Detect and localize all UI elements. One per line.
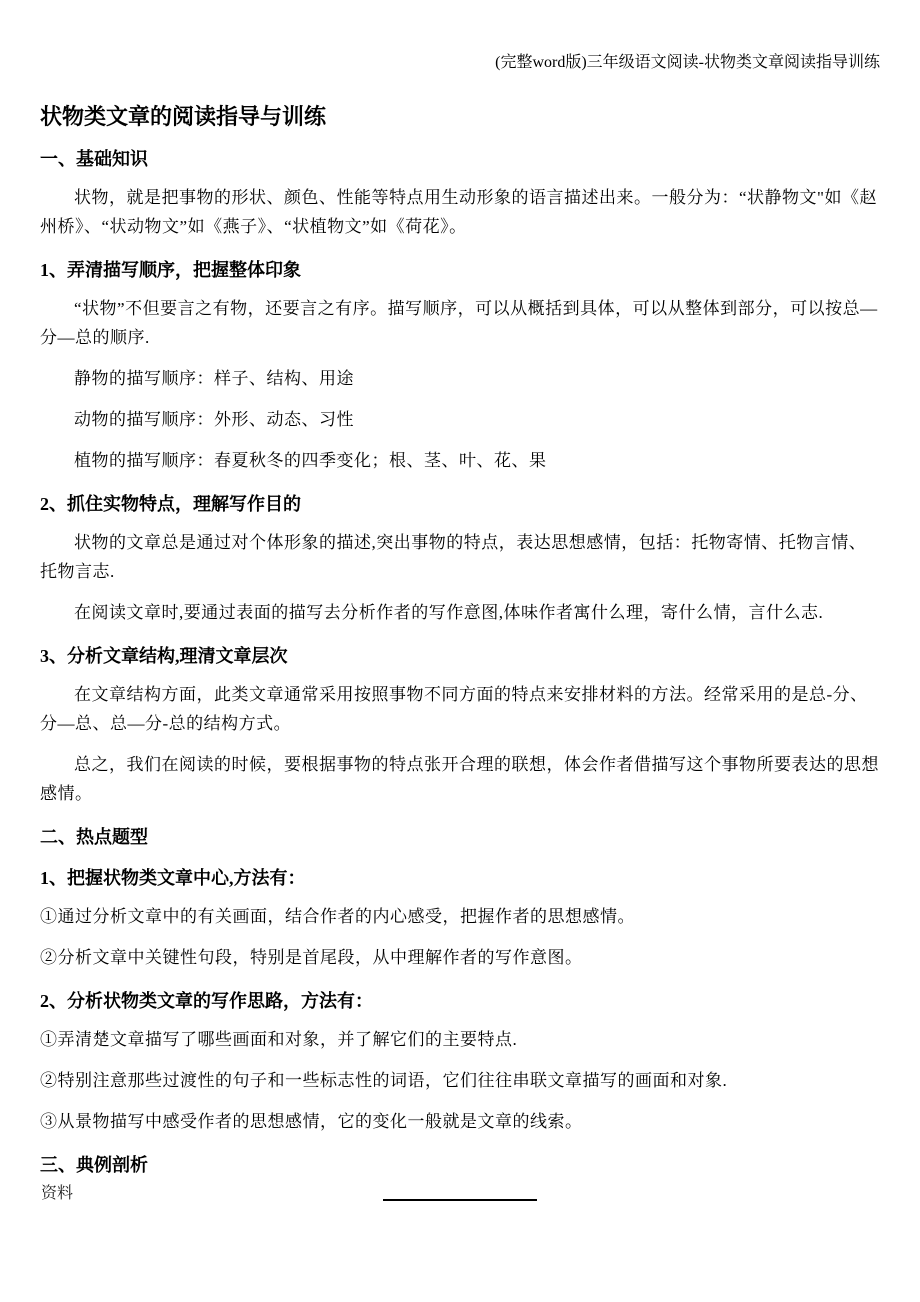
subsection-heading-structure: 3、分析文章结构,理清文章层次 [40, 646, 288, 666]
section-heading-examples: 三、典例剖析 [40, 1155, 148, 1175]
paragraph-features-1: 状物的文章总是通过对个体形象的描述,突出事物的特点，表达思想感情，包括：托物寄情、托物言情、托物言志. [40, 533, 867, 581]
subsection-heading-order: 1、弄清描写顺序，把握整体印象 [40, 260, 301, 280]
list-item-train-method-3: ③从景物描写中感受作者的思想感情，它的变化一般就是文章的线索。 [40, 1112, 583, 1131]
paragraph-structure-2: 总之，我们在阅读的时候，要根据事物的特点张开合理的联想，体会作者借描写这个事物所要表达的思想感情。 [40, 755, 879, 803]
list-item-center-method-1: ①通过分析文章中的有关画面，结合作者的内心感受，把握作者的思想感情。 [40, 907, 635, 926]
subsection-heading-features: 2、抓住实物特点，理解写作目的 [40, 494, 301, 514]
subsection-heading-writing-train: 2、分析状物类文章的写作思路，方法有： [40, 991, 373, 1011]
list-item-train-method-1: ①弄清楚文章描写了哪些画面和对象，并了解它们的主要特点. [40, 1030, 518, 1049]
section-heading-basics: 一、基础知识 [40, 149, 148, 169]
list-item-train-method-2: ②特别注意那些过渡性的句子和一些标志性的词语，它们往往串联文章描写的画面和对象. [40, 1071, 728, 1090]
footer-text: 资料 [41, 1185, 74, 1202]
doc-title: 状物类文章的阅读指导与训练 [40, 104, 327, 129]
paragraph-order-intro: “状物”不但要言之有物，还要言之有序。描写顺序，可以从概括到具体，可以从整体到部分，可以按总—分—总的顺序. [40, 299, 878, 347]
section-heading-hot-topics: 二、热点题型 [40, 827, 148, 847]
list-item-plants: 植物的描写顺序：春夏秋冬的四季变化；根、茎、叶、花、果 [74, 451, 547, 470]
paragraph-features-2: 在阅读文章时,要通过表面的描写去分析作者的写作意图,体味作者寓什么理，寄什么情，言什么志. [74, 603, 824, 622]
paragraph-basics-intro: 状物，就是把事物的形状、颜色、性能等特点用生动形象的语言描述出来。一般分为：“状静物文"如《赵州桥》、“状动物文”如《燕子》、“状植物文”如《荷花》。 [40, 188, 877, 236]
doc-header-text: (完整word版)三年级语文阅读-状物类文章阅读指导训练 [495, 54, 880, 71]
list-item-still-objects: 静物的描写顺序：样子、结构、用途 [74, 369, 354, 388]
list-item-animals: 动物的描写顺序：外形、动态、习性 [74, 410, 354, 429]
list-item-center-method-2: ②分析文章中关键性句段，特别是首尾段，从中理解作者的写作意图。 [40, 948, 583, 967]
divider-line [383, 1199, 537, 1201]
paragraph-structure-1: 在文章结构方面，此类文章通常采用按照事物不同方面的特点来安排材料的方法。经常采用的是总-分、分—总、总—分-总的结构方式。 [40, 685, 868, 733]
subsection-heading-grasp-center: 1、把握状物类文章中心,方法有： [40, 868, 306, 888]
